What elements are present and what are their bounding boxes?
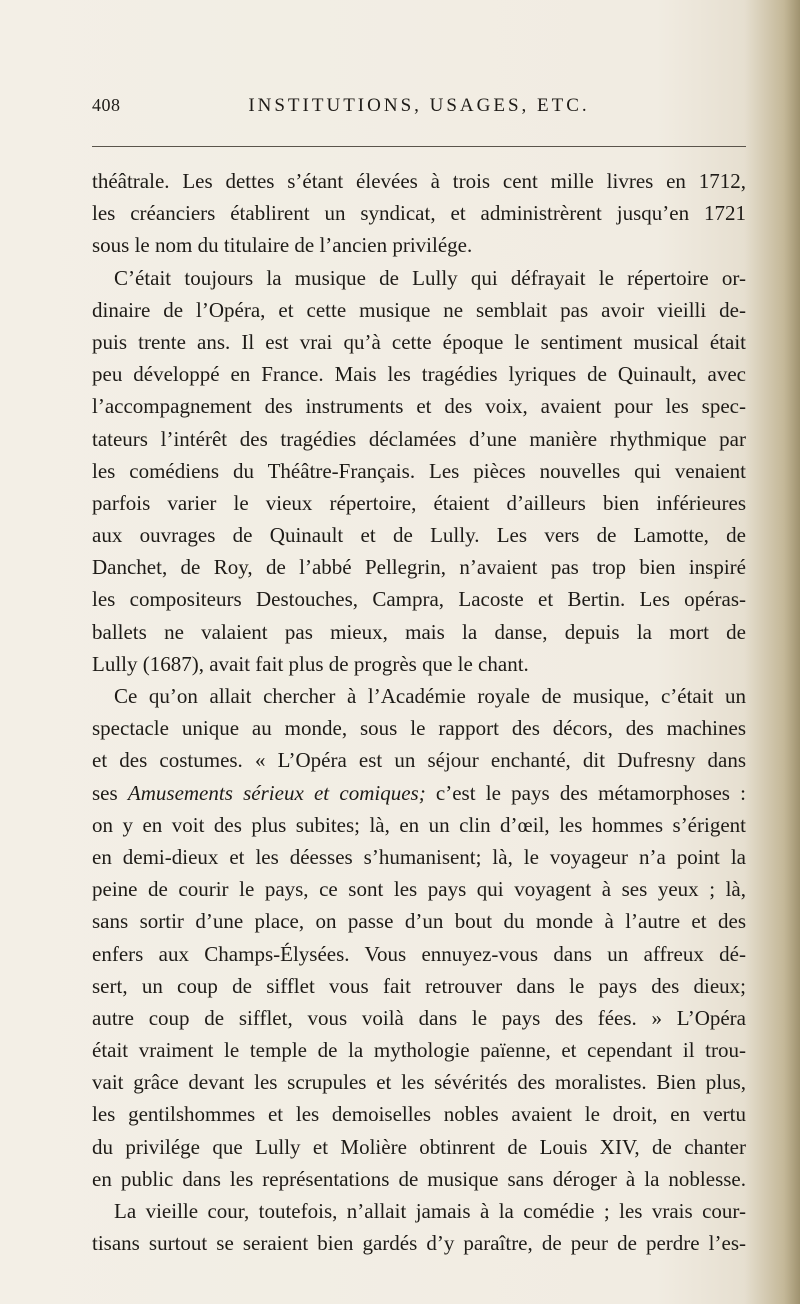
text-line: les comédiens du Théâtre-Français. Les pièces nouvelles qui venaient [92, 458, 746, 483]
text-line: l’accompagnement des instruments et des voix, avaient pour les spec- [92, 394, 746, 419]
text-line: sous le nom du titulaire de l’ancien privilége. [92, 233, 473, 258]
book-title: Amusements sérieux et comiques; [127, 780, 426, 805]
text-line: on y en voit des plus subites; là, en un clin d’œil, les hommes s’érigent [92, 812, 746, 837]
text-line: enfers aux Champs-Élysées. Vous ennuyez-vous dans un affreux dé- [92, 941, 746, 966]
text-line: était vraiment le temple de la mythologie païenne, et cependant il trou- [92, 1038, 746, 1063]
text-line: Ce qu’on allait chercher à l’Académie royale de musique, c’était un [114, 684, 746, 708]
text-line: dinaire de l’Opéra, et cette musique ne semblait pas avoir vieilli de- [92, 297, 746, 322]
text-line: C’était toujours la musique de Lully qui défrayait le répertoire or- [114, 265, 746, 290]
text-line: vait grâce devant les scrupules et les sévérités des moralistes. Bien plus, [92, 1070, 746, 1095]
text-line: Lully (1687), avait fait plus de progrès que le chant. [92, 651, 529, 676]
text-line: les compositeurs Destouches, Campra, Lacoste et Bertin. Les opéras- [92, 587, 746, 612]
text-line: en demi-dieux et les déesses s’humanisent; là, le voyageur n’a point la [92, 844, 746, 869]
page-header [92, 95, 746, 125]
text-line: peine de courir le pays, ce sont les pays qui voyagent à ses yeux ; là, [92, 877, 746, 902]
text-line: Danchet, de Roy, de l’abbé Pellegrin, n’avaient pas trop bien inspiré [92, 555, 746, 580]
text-line: ballets ne valaient pas mieux, mais la danse, depuis la mort de [92, 619, 746, 644]
running-title: INSTITUTIONS, USAGES, ETC. [248, 95, 590, 116]
page-number: 408 [92, 95, 121, 115]
text-line: sans sortir d’une place, on passe d’un bout du monde à l’autre et des [92, 909, 746, 934]
text-line: théâtrale. Les dettes s’étant élevées à trois cent mille livres en 1712, [92, 169, 746, 193]
text-line: parfois varier le vieux répertoire, étaient d’ailleurs bien inférieures [92, 490, 746, 515]
body-text [92, 165, 746, 1259]
text-line: La vieille cour, toutefois, n’allait jamais à la comédie ; les vrais cour- [114, 1199, 746, 1223]
text-line: peu développé en France. Mais les tragédies lyriques de Quinault, avec [92, 362, 746, 387]
text-line: et des costumes. « L’Opéra est un séjour enchanté, dit Dufresny dans [92, 748, 746, 773]
text-line: les créanciers établirent un syndicat, et administrèrent jusqu’en 1721 [92, 201, 746, 226]
header-rule [92, 146, 746, 147]
text-line: tateurs l’intérêt des tragédies déclamées d’une manière rhythmique par [92, 426, 746, 451]
text-segment: ses [92, 780, 128, 805]
text-line: du privilége que Lully et Molière obtinrent de Louis XIV, de chanter [92, 1134, 746, 1159]
text-line [92, 777, 746, 809]
text-line: aux ouvrages de Quinault et de Lully. Les vers de Lamotte, de [92, 523, 746, 548]
text-line: puis trente ans. Il est vrai qu’à cette époque le sentiment musical était [92, 329, 746, 354]
text-line: les gentilshommes et les demoiselles nobles avaient le droit, en vertu [92, 1102, 746, 1127]
text-line: tisans surtout se seraient bien gardés d’y paraître, de peur de perdre l’es- [92, 1231, 746, 1256]
text-line: sert, un coup de sifflet vous fait retrouver dans le pays des dieux; [92, 973, 746, 998]
text-line: en public dans les représentations de musique sans déroger à la noblesse. [92, 1166, 746, 1191]
text-line: spectacle unique au monde, sous le rapport des décors, des machines [92, 716, 746, 741]
text-segment: c’est le pays des métamorphoses : [425, 780, 746, 805]
text-line: autre coup de sifflet, vous voilà dans le pays des fées. » L’Opéra [92, 1005, 746, 1030]
